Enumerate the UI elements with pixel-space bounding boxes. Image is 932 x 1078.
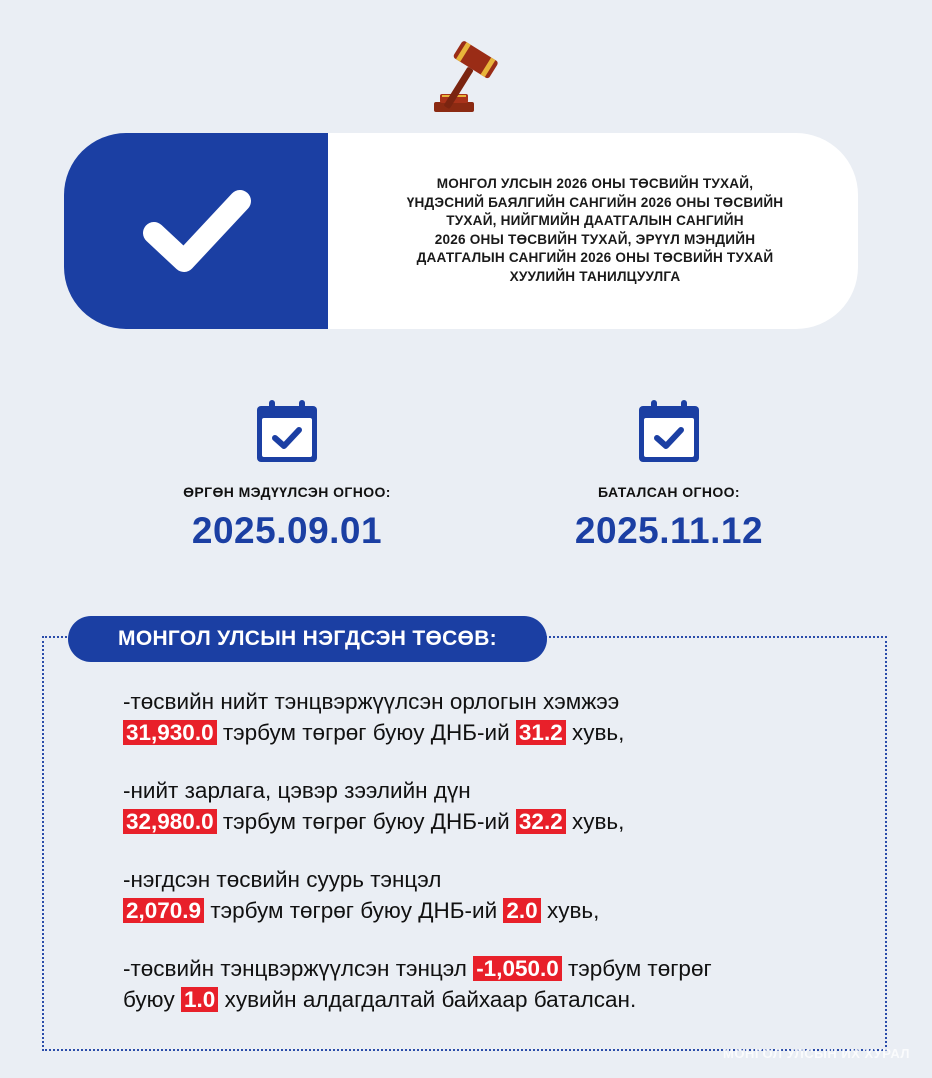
budget-item-text: буюу <box>123 987 182 1012</box>
approved-date-label: БАТАЛСАН ОГНОО: <box>598 484 740 500</box>
budget-item-text: хувь, <box>565 720 625 745</box>
submitted-date-block <box>107 398 467 552</box>
percent-highlight: 32.2 <box>516 809 566 834</box>
amount-highlight: 2,070.9 <box>123 898 204 923</box>
banner-title-line: ҮНДЭСНИЙ БАЯЛГИЙН САНГИЙН 2026 ОНЫ ТӨСВИЙН <box>406 194 784 210</box>
banner-title-line: ТУХАЙ, НИЙГМИЙН ДААТГАЛЫН САНГИЙН <box>446 213 744 229</box>
budget-item-line2 <box>123 717 863 748</box>
percent-highlight: 31.2 <box>516 720 566 745</box>
percent-highlight: 2.0 <box>503 898 540 923</box>
budget-item-text: тэрбум төгрөг буюу ДНБ-ий <box>216 720 516 745</box>
budget-heading: МОНГОЛ УЛСЫН НЭГДСЭН ТӨСӨВ: <box>68 616 547 662</box>
submitted-date-label: ӨРГӨН МЭДҮҮЛСЭН ОГНОО: <box>183 484 391 500</box>
banner-title <box>354 175 836 295</box>
check-icon <box>136 183 256 279</box>
budget-item <box>123 953 863 1015</box>
gavel-icon <box>428 38 520 118</box>
submitted-date-value: 2025.09.01 <box>191 510 383 551</box>
budget-item-text: -төсвийн нийт тэнцвэржүүлсэн орлогын хэмжээ <box>123 689 620 714</box>
budget-items <box>123 686 863 1042</box>
budget-item <box>123 864 863 926</box>
budget-item-text: хувийн алдагдалтай байхаар баталсан. <box>218 987 637 1012</box>
calendar-check-icon <box>635 398 703 466</box>
budget-item <box>123 686 863 748</box>
budget-item-text: -төсвийн тэнцвэржүүлсэн тэнцэл <box>123 956 474 981</box>
budget-item-text: тэрбум төгрөг <box>561 956 712 981</box>
budget-item-line2 <box>123 806 863 837</box>
banner-title-line: ХУУЛИЙН ТАНИЛЦУУЛГА <box>509 268 681 284</box>
calendar-check-icon <box>253 398 321 466</box>
banner-title-line: МОНГОЛ УЛСЫН 2026 ОНЫ ТӨСВИЙН ТУХАЙ, <box>436 176 754 191</box>
budget-item <box>123 775 863 837</box>
budget-item-text: тэрбум төгрөг буюу ДНБ-ий <box>216 809 516 834</box>
approved-date-block <box>489 398 849 552</box>
budget-item-text: -нэгдсэн төсвийн суурь тэнцэл <box>123 867 442 892</box>
banner-check-panel <box>64 133 328 329</box>
approved-date-value: 2025.11.12 <box>574 510 764 551</box>
percent-highlight: 1.0 <box>181 987 218 1012</box>
amount-highlight: -1,050.0 <box>473 956 562 981</box>
banner-title-line: ДААТГАЛЫН САНГИЙН 2026 ОНЫ ТӨСВИЙН ТУХАЙ <box>416 250 774 266</box>
watermark: МОНГОЛ УЛСЫН ИХ ХУРАЛ <box>723 1046 910 1061</box>
budget-item-text: хувь, <box>565 809 625 834</box>
title-banner <box>64 133 858 329</box>
budget-item-text: тэрбум төгрөг буюу ДНБ-ий <box>204 898 504 923</box>
budget-item-line2 <box>123 895 863 926</box>
budget-item-text: хувь, <box>540 898 600 923</box>
budget-item-text: -нийт зарлага, цэвэр зээлийн дүн <box>123 778 471 803</box>
amount-highlight: 31,930.0 <box>123 720 217 745</box>
budget-item-line1 <box>123 953 863 984</box>
banner-title-line: 2026 ОНЫ ТӨСВИЙН ТУХАЙ, ЭРҮҮЛ МЭНДИЙН <box>434 231 756 247</box>
budget-item-line2 <box>123 984 863 1015</box>
amount-highlight: 32,980.0 <box>123 809 217 834</box>
